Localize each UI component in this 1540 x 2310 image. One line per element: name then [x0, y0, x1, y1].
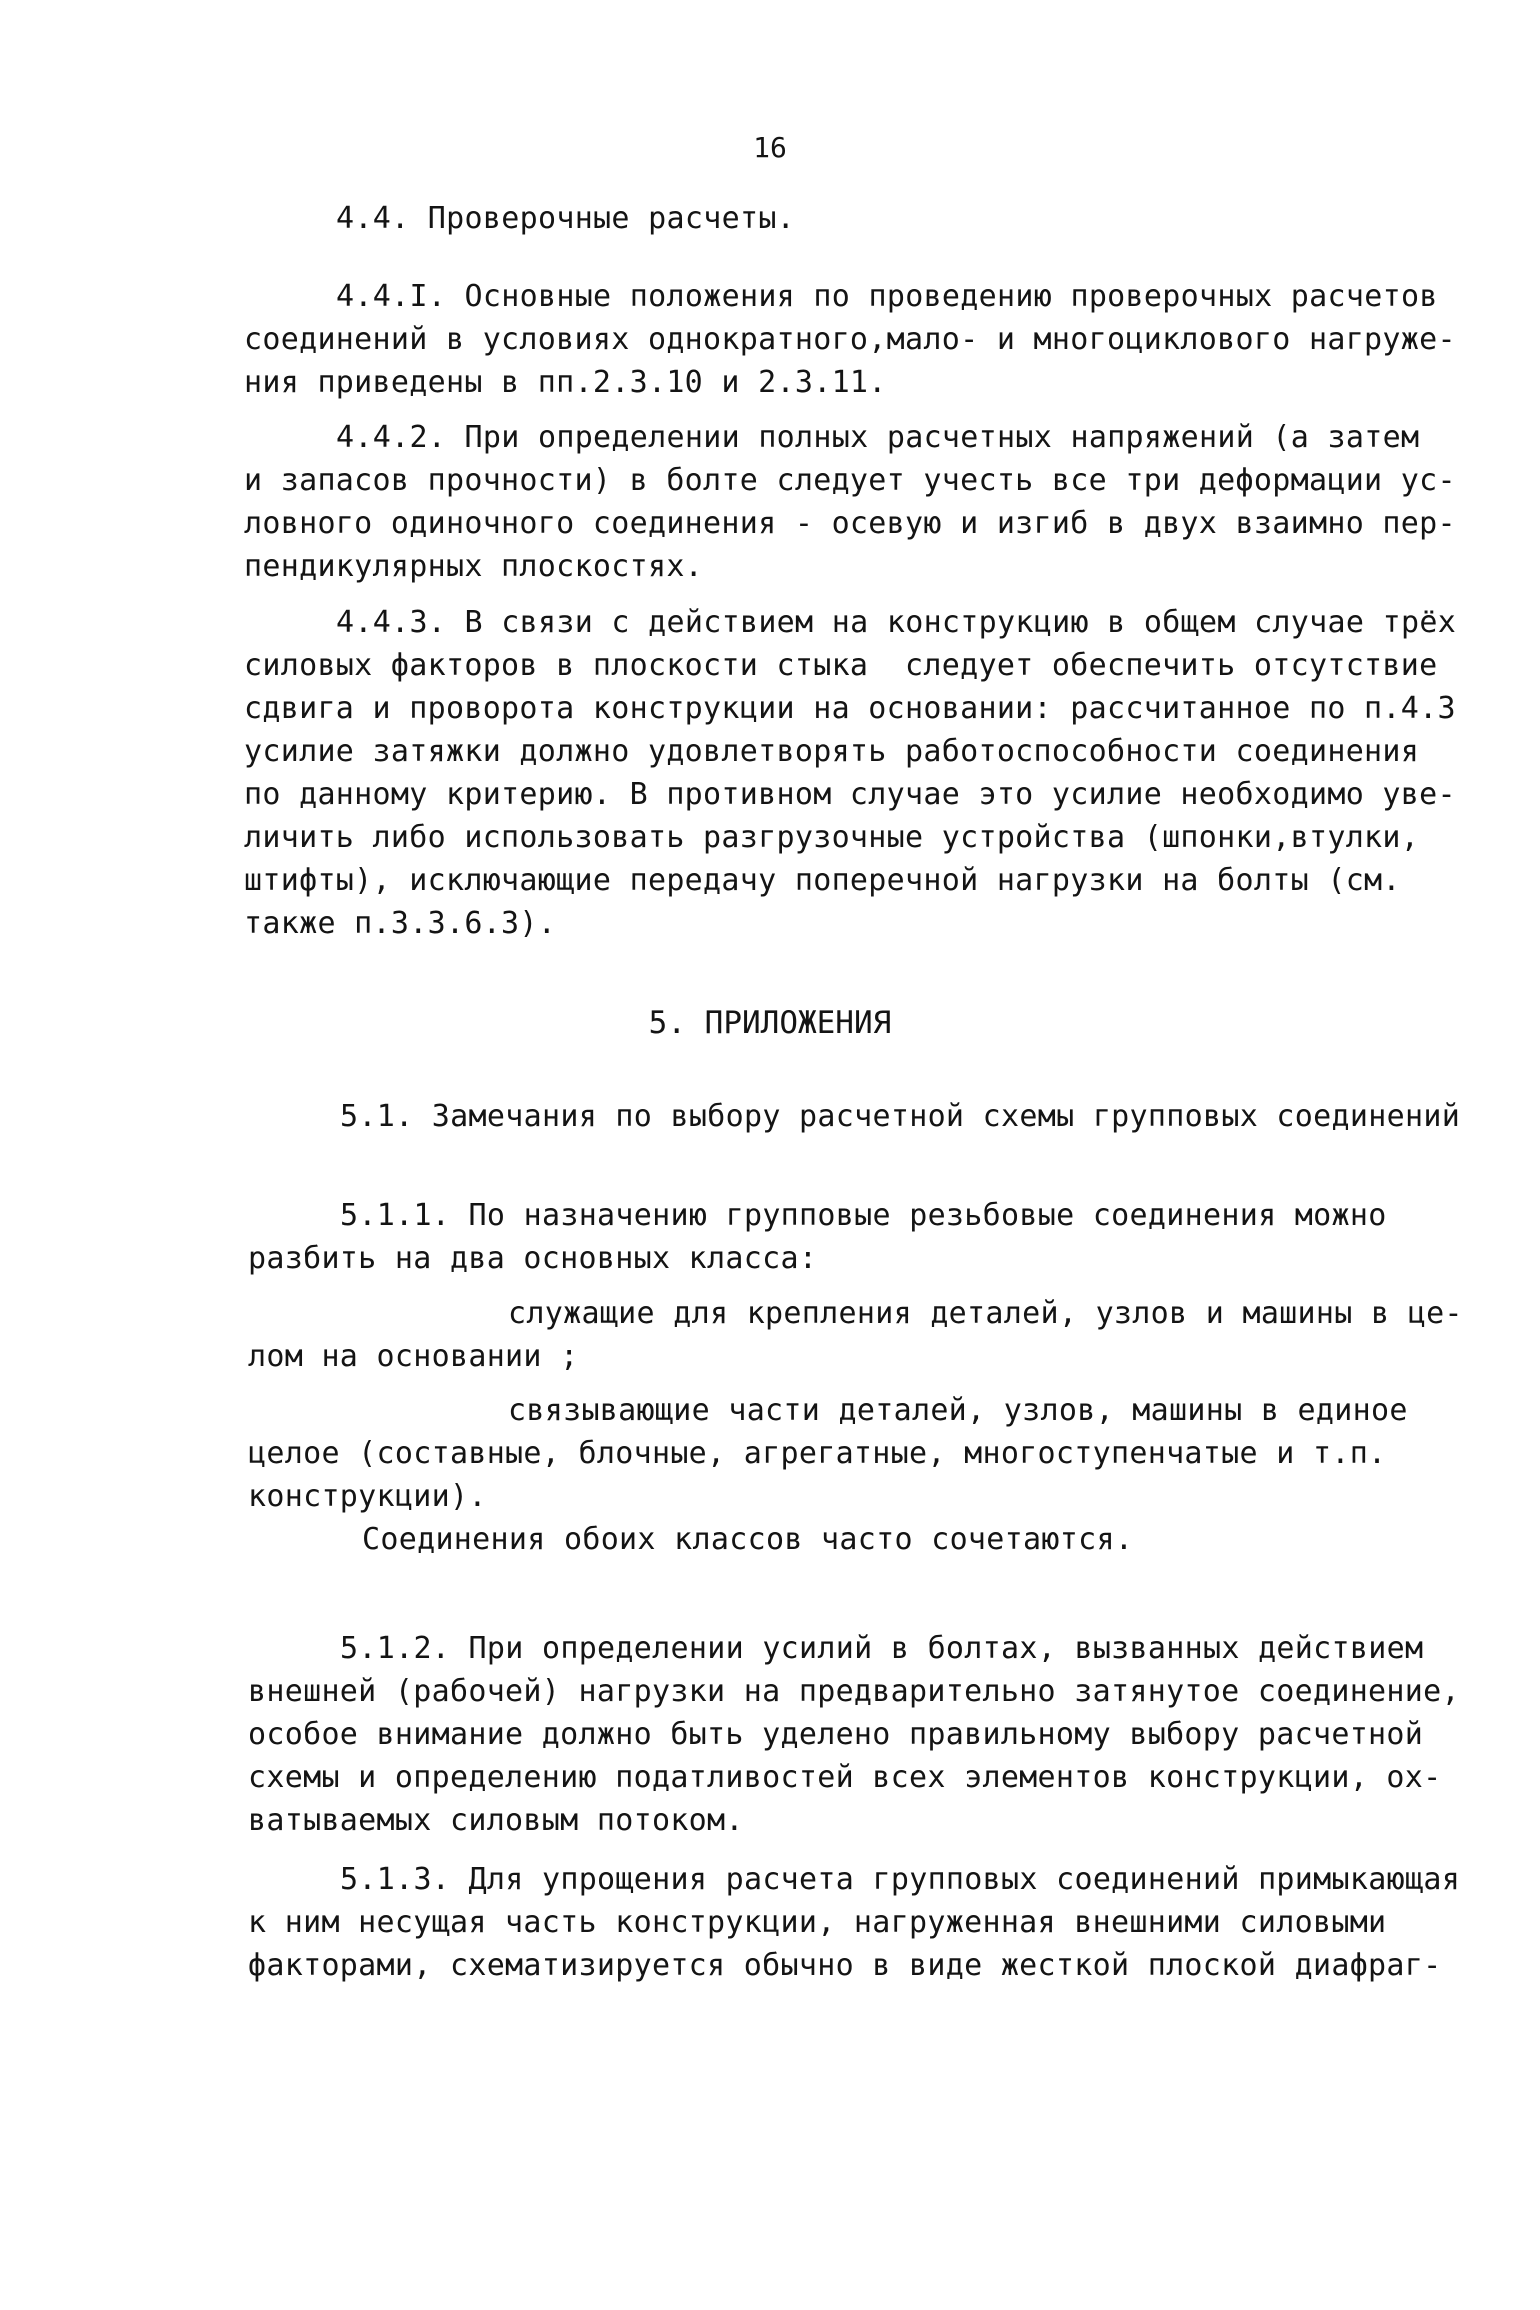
- paragraph-4-4-2-line: пендикулярных плоскостях.: [244, 549, 704, 584]
- paragraph-4-4-1-line: 4.4.I. Основные положения по проведению проверочных расчетов: [336, 279, 1438, 314]
- list-item-class-1-line: служащие для крепления деталей, узлов и машины в це-: [508, 1296, 1463, 1331]
- list-item-class-2-line: целое (составные, блочные, агрегатные, многоступенчатые и т.п.: [248, 1436, 1387, 1471]
- paragraph-5-1-1-line: 5.1.1. По назначению групповые резьбовые соединения можно: [340, 1198, 1387, 1233]
- section-heading-5-1: 5.1. Замечания по выбору расчетной схемы групповых соединений: [340, 1099, 1461, 1134]
- paragraph-5-1-2-line: внешней (рабочей) нагрузки на предварительно затянутое соединение,: [248, 1674, 1460, 1709]
- list-item-class-2-line: связывающие части деталей, узлов, машины в единое: [508, 1393, 1408, 1428]
- paragraph-4-4-3-line: также п.3.3.6.3).: [244, 906, 557, 941]
- paragraph-5-1-3-line: к ним несущая часть конструкции, нагруженная внешними силовыми: [248, 1905, 1387, 1940]
- paragraph-5-1-2-line: ватываемых силовым потоком.: [248, 1803, 744, 1838]
- paragraph-5-1-2-line: 5.1.2. При определении усилий в болтах, вызванных действием: [340, 1631, 1424, 1666]
- paragraph-5-1-1-line: разбить на два основных класса:: [248, 1241, 818, 1276]
- paragraph-5-1-3-line: 5.1.3. Для упрощения расчета групповых соединений примыкающая: [340, 1862, 1461, 1897]
- paragraph-4-4-2-line: ловного одиночного соединения - осевую и изгиб в двух взаимно пер-: [244, 506, 1456, 541]
- section-title-5: 5. ПРИЛОЖЕНИЯ: [648, 1005, 892, 1041]
- list-item-class-2-line: конструкции).: [248, 1479, 487, 1514]
- paragraph-4-4-3-line: по данному критерию. В противном случае это усилие необходимо уве-: [244, 777, 1456, 812]
- paragraph-4-4-3-line: усилие затяжки должно удовлетворять работоспособности соединения: [244, 734, 1420, 769]
- paragraph-4-4-3-line: личить либо использовать разгрузочные устройства (шпонки,втулки,: [244, 820, 1420, 855]
- section-heading-4-4: 4.4. Проверочные расчеты.: [336, 201, 796, 236]
- paragraph-4-4-3-line: 4.4.3. В связи с действием на конструкцию в общем случае трёх: [336, 605, 1457, 640]
- paragraph-4-4-3-line: сдвига и проворота конструкции на основании: рассчитанное по п.4.3: [244, 691, 1456, 726]
- paragraph-4-4-3-line: силовых факторов в плоскости стыка следует обеспечить отсутствие: [244, 648, 1438, 683]
- paragraph-5-1-1-note: Соединения обоих классов часто сочетаются.: [362, 1522, 1134, 1557]
- paragraph-4-4-1-line: ния приведены в пп.2.3.10 и 2.3.11.: [244, 365, 887, 400]
- page-number: 16: [753, 131, 787, 164]
- list-item-class-1-line: лом на основании ;: [248, 1339, 579, 1374]
- paragraph-5-1-2-line: особое внимание должно быть уделено правильному выбору расчетной: [248, 1717, 1424, 1752]
- paragraph-4-4-2-line: и запасов прочности) в болте следует учесть все три деформации ус-: [244, 463, 1456, 498]
- paragraph-4-4-1-line: соединений в условиях однократного,мало- и многоциклового нагруже-: [244, 322, 1456, 357]
- paragraph-4-4-3-line: штифты), исключающие передачу поперечной нагрузки на болты (см.: [244, 863, 1401, 898]
- paragraph-4-4-2-line: 4.4.2. При определении полных расчетных напряжений (а затем: [336, 420, 1420, 455]
- paragraph-5-1-2-line: схемы и определению податливостей всех элементов конструкции, ох-: [248, 1760, 1442, 1795]
- paragraph-5-1-3-line: факторами, схематизируется обычно в виде жесткой плоской диафраг-: [248, 1948, 1442, 1983]
